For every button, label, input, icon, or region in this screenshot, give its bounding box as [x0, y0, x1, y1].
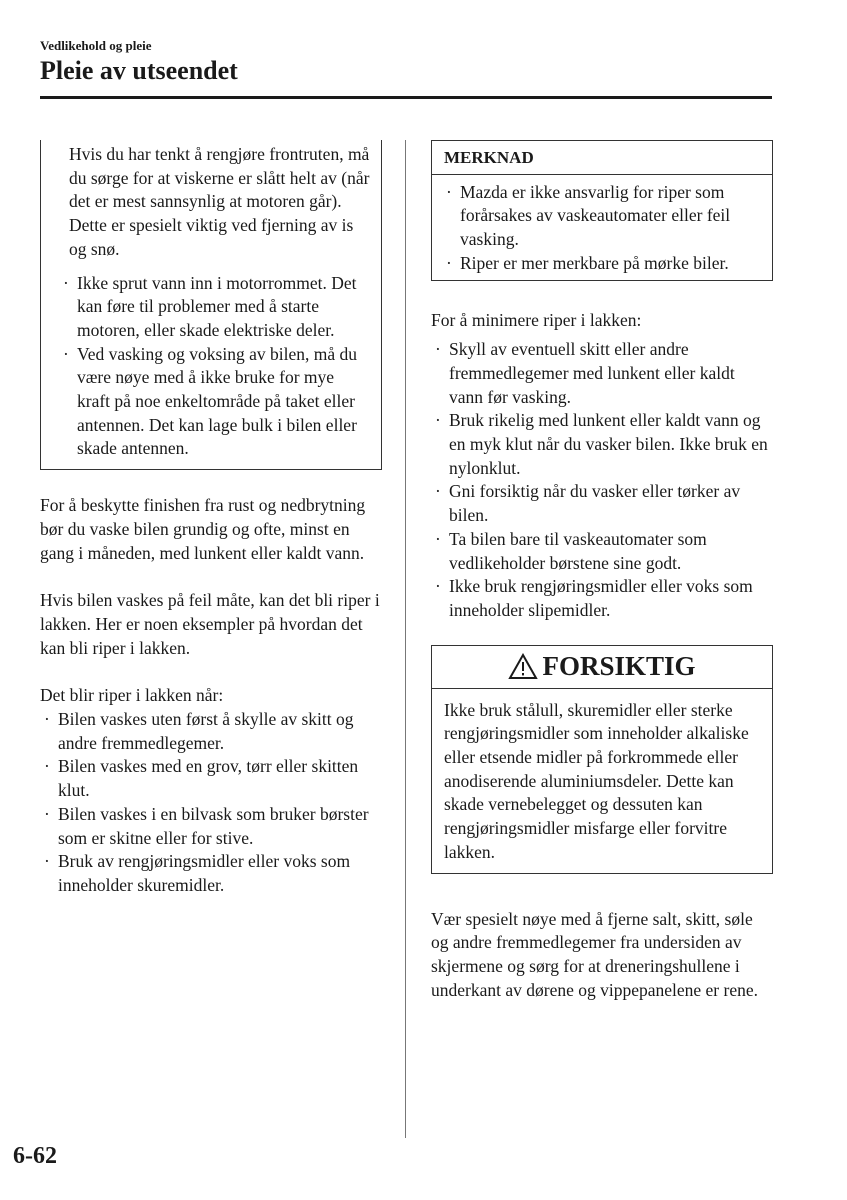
list-item: · Ikke sprut vann inn i motorrommet. Det kan føre til problemer med å starte motoren, eller skade elektriske deler.: [59, 272, 371, 343]
section-label: Vedlikehold og pleie: [40, 38, 152, 53]
list-item: · Bilen vaskes i en bilvask som bruker børster som er skitne eller for stive.: [40, 803, 382, 850]
list-intro: For å minimere riper i lakken:: [431, 309, 642, 330]
scratch-causes: [40, 684, 382, 897]
list-item: · Riper er mer merkbare på mørke biler.: [442, 252, 762, 276]
page-title: Pleie av utseendet: [40, 56, 238, 85]
caution-text: Ikke bruk stålull, skuremidler eller sterke rengjøringsmidler som inneholder alkaliske eller etsende midler på forkrommede eller anodiserende aluminiumsdeler. Dette kan skade vernebelegget og dessuten kan rengjøringsmidler misfarge eller forvitre lakken.: [444, 699, 749, 862]
list-intro: Det blir riper i lakken når:: [40, 685, 224, 706]
list-item: · Ta bilen bare til vaskeautomater som vedlikeholder børstene sine godt.: [431, 528, 773, 575]
list-item: · Ved vasking og voksing av bilen, må du være nøye med å ikke bruke for mye kraft på noe enkeltområde på taket eller antennen. Det kan lage bulk i bilen eller skade antennen.: [59, 343, 371, 462]
note-heading: MERKNAD: [432, 141, 772, 175]
note-box: [431, 140, 773, 281]
minimize-scratches-list: [431, 338, 773, 622]
paragraph-protect-finish: For å beskytte finishen fra rust og nedbrytning bør du vaske bilen grundig og ofte, minst en gang i måneden, med lunkent eller kaldt vann.: [40, 495, 366, 563]
warning-triangle-icon: [508, 653, 538, 680]
paragraph-underbody: Vær spesielt nøye med å fjerne salt, skitt, søle og andre fremmedlegemer fra undersiden av skjermene og sørg for at dreneringshullene i underkant av dørene og vippepanelene er rene.: [431, 908, 758, 1000]
note-body: [432, 175, 772, 280]
left-column: [40, 140, 382, 898]
list-item: · Bilen vaskes uten først å skylle av skitt og andre fremmedlegemer.: [40, 708, 382, 755]
right-column: [431, 140, 773, 1002]
list-item: · Gni forsiktig når du vasker eller tørker av bilen.: [431, 480, 773, 527]
caution-heading: FORSIKTIG: [542, 650, 696, 681]
list-item: · Bruk av rengjøringsmidler eller voks som inneholder skuremidler.: [40, 850, 382, 897]
list-item: · Skyll av eventuell skitt eller andre fremmedlegemer med lunkent eller kaldt vann før vasking.: [431, 338, 773, 409]
scratch-causes-list: [40, 708, 382, 898]
minimize-scratches: [431, 309, 773, 623]
list-item: · Bruk rikelig med lunkent eller kaldt vann og en myk klut når du vasker bilen. Ikke bruk en nylonklut.: [431, 409, 773, 480]
list-item: · Mazda er ikke ansvarlig for riper som forårsakes av vaskeautomater eller feil vasking.: [442, 181, 762, 252]
paragraph-wrong-washing: Hvis bilen vaskes på feil måte, kan det bli riper i lakken. Her er noen eksempler på hvordan det kan bli riper i lakken.: [40, 590, 380, 658]
column-divider: [405, 140, 406, 1138]
note-list: [442, 181, 762, 276]
continued-warning-box: [40, 140, 382, 470]
caution-header: [432, 646, 772, 689]
title-rule: [40, 96, 772, 99]
list-item: · Bilen vaskes med en grov, tørr eller skitten klut.: [40, 755, 382, 802]
list-item: · Ikke bruk rengjøringsmidler eller voks som inneholder slipemidler.: [431, 575, 773, 622]
caution-box: [431, 645, 773, 874]
warning-lead-text: Hvis du har tenkt å rengjøre frontruten, må du sørge for at viskerne er slått helt av (når det er mest sannsynlig at motoren går). Dette er spesielt viktig ved fjerning av is og snø.: [69, 144, 370, 259]
caution-body: [432, 689, 772, 873]
warning-list: [59, 272, 371, 462]
page-number: 6-62: [13, 1143, 57, 1169]
